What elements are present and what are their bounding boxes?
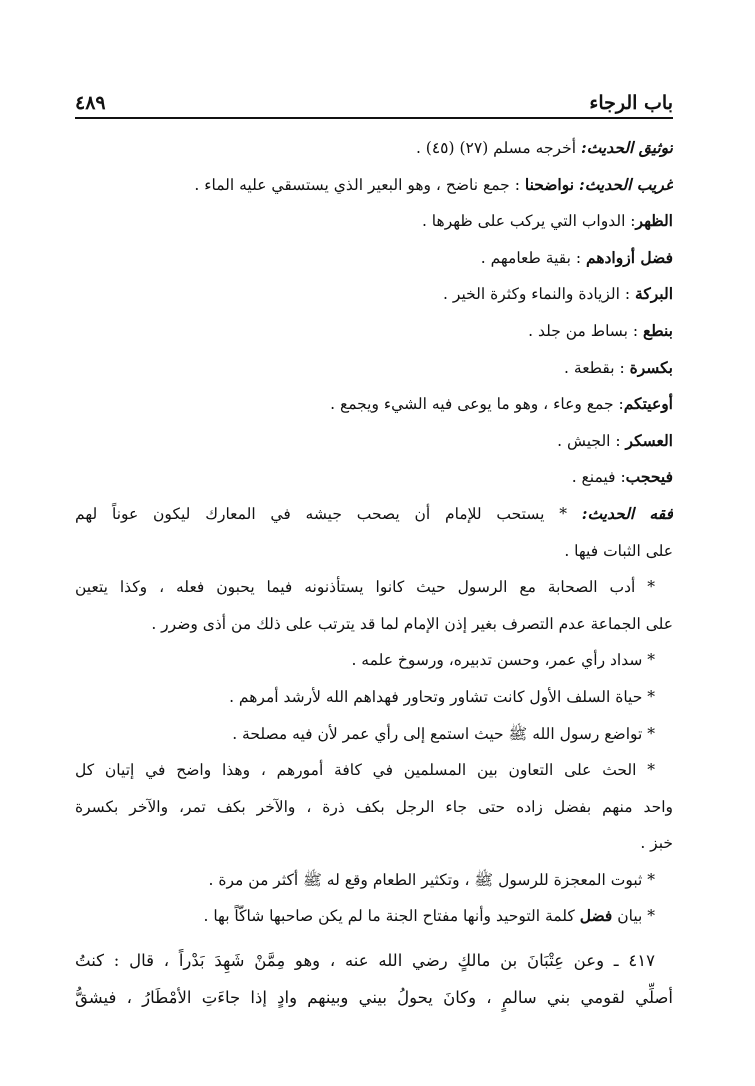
page-number: ٤٨٩ xyxy=(75,92,106,114)
fiqh-bullet-2-line-1: * أدب الصحابة مع الرسول حيث كانوا يستأذنونه فيما يحبون فعله ، وكذا يتعين xyxy=(75,578,655,597)
gharib-term: العسكر xyxy=(625,430,673,450)
gharib-term: فضل أزوادهم xyxy=(586,247,673,267)
fiqh-bullet-8 xyxy=(75,898,673,935)
hadith-line-2: أصلِّي لقومي بني سالمٍ ، وكانَ يحولُ بيني وبينهم وادٍ إذا جاءَتِ الأمْطَارُ ، فيشقُّ xyxy=(75,987,673,1007)
fiqh-bullet-6-line-3: خبز . xyxy=(640,834,673,853)
gharib-def: : جمع ناضح ، وهو البعير الذي يستسقي عليه الماء . xyxy=(194,175,525,194)
hadith-line-1: ٤١٧ ـ وعن عِتْبَانَ بن مالكٍ رضي الله عنه ، وهو مِمَّنْ شَهِدَ بَدْراً ، قال : كنتُ xyxy=(75,951,655,971)
fiqh-bullet-1-line-1: * يستحب للإمام أن يصحب جيشه في المعارك ليكون عوناً لهم xyxy=(75,504,582,523)
takhrij-label: توثيق الحديث: xyxy=(580,138,673,157)
fiqh-bullet-8-post: كلمة التوحيد وأنها مفتاح الجنة ما لم يكن صاحبها شاكّاً بها . xyxy=(203,907,580,926)
fiqh-bullet-8-bold: فضل xyxy=(579,906,613,926)
gharib-line-1 xyxy=(75,203,673,240)
gharib-line-3 xyxy=(75,276,673,313)
gharib-term: الظهر xyxy=(635,211,673,231)
chapter-title: باب الرجاء xyxy=(589,92,673,114)
takhrij-line xyxy=(75,130,673,167)
fiqh-bullet-1-line-2: على الثبات فيها . xyxy=(564,541,673,560)
page-header xyxy=(75,80,673,114)
fiqh-bullet-6-line-1: * الحث على التعاون بين المسلمين في كافة أمورهم ، وهذا واضح في إتيان كل xyxy=(75,761,655,780)
gharib-def: : بقية طعامهم . xyxy=(480,248,587,267)
fiqh-line-1 xyxy=(75,496,673,533)
fiqh-bullet-5: * تواضع رسول الله ﷺ حيث استمع إلى رأي عمر لأن فيه مصلحة . xyxy=(232,724,655,743)
gharib-def: : بساط من جلد . xyxy=(528,321,644,340)
fiqh-bullet-8-pre: * بيان xyxy=(612,907,655,926)
gharib-term: نواضحنا xyxy=(524,174,575,194)
gharib-line-2 xyxy=(75,240,673,277)
gharib-def: : جمع وعاء ، وهو ما يوعى فيه الشيء ويجمع . xyxy=(330,395,624,414)
gharib-def: : فيمنع . xyxy=(571,468,626,487)
gharib-term: بنطع xyxy=(643,320,673,340)
fiqh-bullet-2-line-2: على الجماعة عدم التصرف بغير إذن الإمام لما قد يترتب على ذلك من أذى وضرر . xyxy=(151,614,673,633)
page-body xyxy=(75,130,673,1016)
gharib-def: : الدواب التي يركب على ظهرها . xyxy=(421,212,636,231)
header-rule xyxy=(75,117,673,119)
gharib-line-5 xyxy=(75,350,673,387)
gharib-term: أوعيتكم xyxy=(623,394,673,414)
takhrij-text: أخرجه مسلم (٢٧) (٤٥) . xyxy=(415,139,581,157)
gharib-def: : بقطعة . xyxy=(564,358,630,377)
fiqh-bullet-4: * حياة السلف الأول كانت تشاور وتحاور فهداهم الله لأرشد أمرهم . xyxy=(229,687,655,706)
fiqh-bullet-7: * ثبوت المعجزة للرسول ﷺ ، وتكثير الطعام وقع له ﷺ أكثر من مرة . xyxy=(208,870,655,889)
fiqh-bullet-3: * سداد رأي عمر، وحسن تدبيره، ورسوخ علمه . xyxy=(351,651,655,670)
gharib-line-0 xyxy=(75,167,673,204)
gharib-label: غريب الحديث: xyxy=(578,174,673,194)
fiqh-bullet-6-line-2: واحد منهم بفضل زاده حتى جاء الرجل بكف ذرة ، والآخر بكف تمر، والآخر بكسرة xyxy=(75,797,673,816)
gharib-line-8 xyxy=(75,459,673,496)
fiqh-label: فقه الحديث: xyxy=(581,503,673,523)
section-gap xyxy=(75,935,673,943)
gharib-def: : الزيادة والنماء وكثرة الخير . xyxy=(443,285,636,304)
gharib-term: فيحجب xyxy=(625,467,673,487)
gharib-line-6 xyxy=(75,386,673,423)
gharib-term: بكسرة xyxy=(629,357,673,377)
gharib-def: : الجيش . xyxy=(557,431,626,450)
gharib-line-4 xyxy=(75,313,673,350)
gharib-term: البركة xyxy=(635,284,673,304)
gharib-line-7 xyxy=(75,423,673,460)
